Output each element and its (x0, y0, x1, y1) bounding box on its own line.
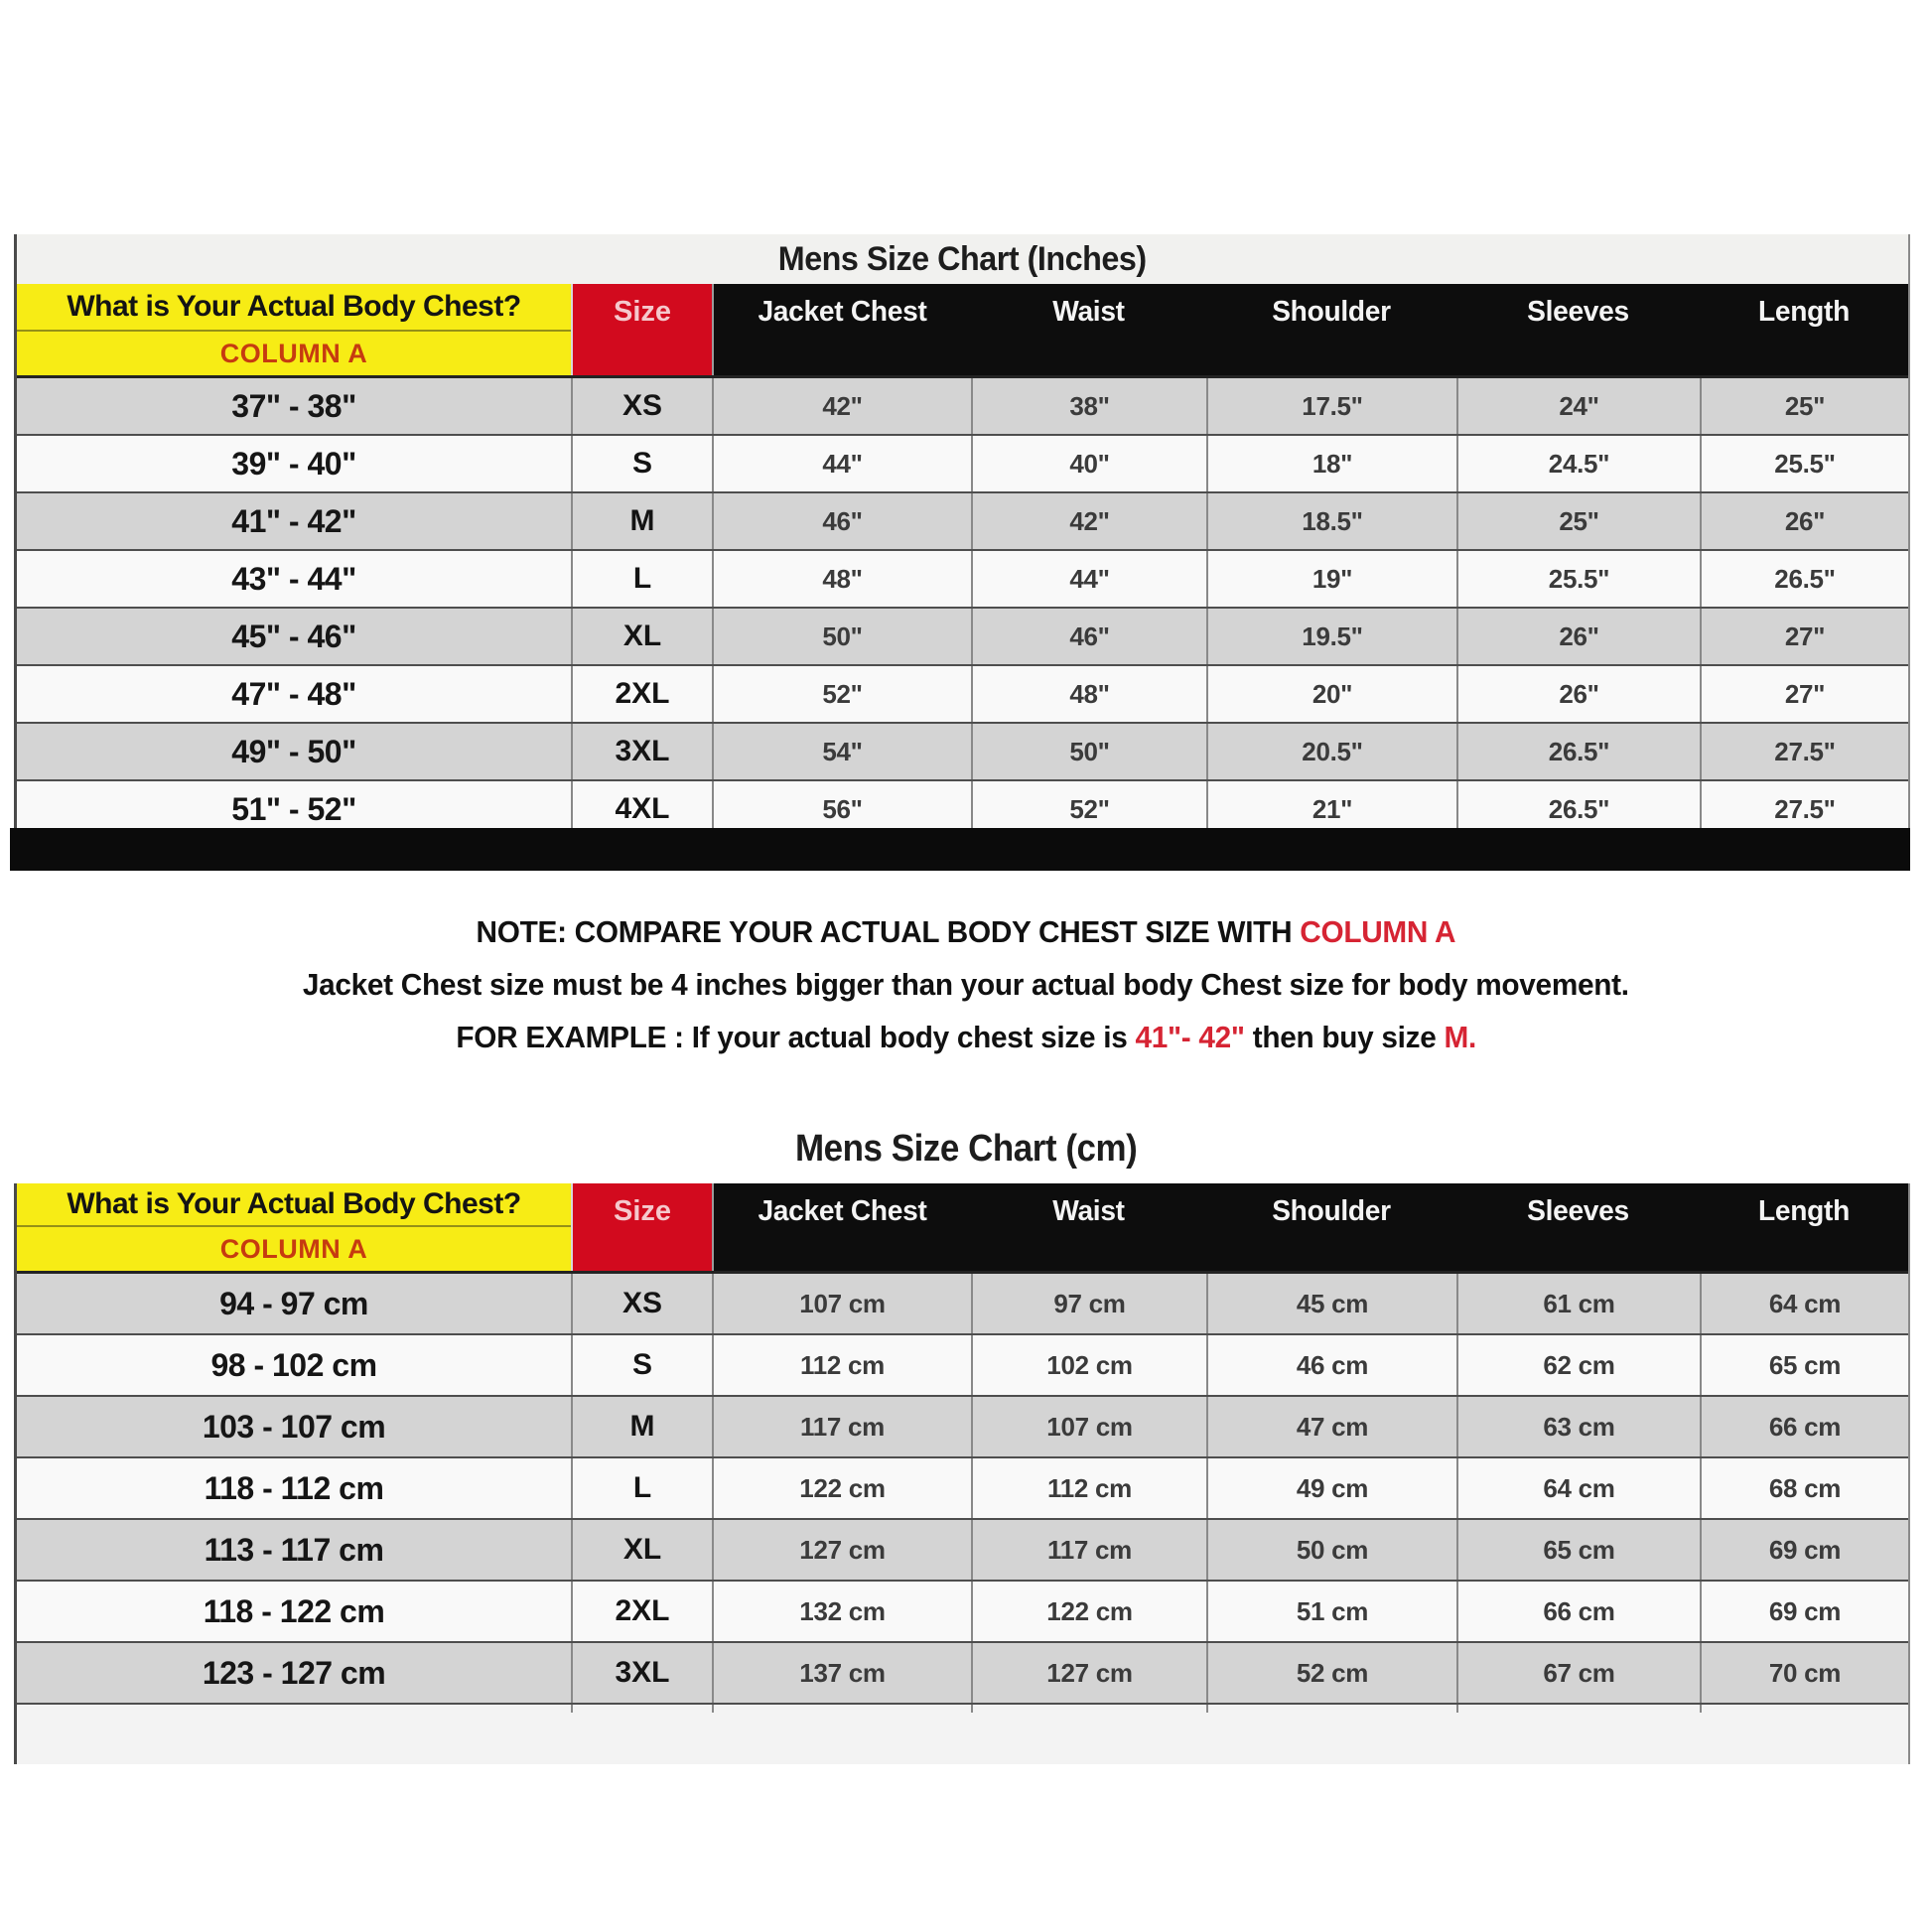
waist-cell: 97 cm (971, 1274, 1206, 1333)
size-row-m (17, 491, 1908, 549)
jacket-chest-cell: 52" (712, 666, 971, 722)
partial-cell (1700, 1705, 1908, 1713)
size-cell: 3XL (571, 724, 712, 779)
cm-size-table (14, 1183, 1910, 1764)
shoulder-cell: 19" (1206, 551, 1456, 607)
separator-bar (10, 828, 1910, 871)
note-line3-seg2: then buy size (1244, 1020, 1445, 1054)
note-line-2 (0, 958, 1932, 1011)
column-a-header (17, 284, 571, 375)
size-row-xs (17, 378, 1908, 434)
shoulder-cell: 52 cm (1206, 1643, 1456, 1703)
shoulder-cell: 17.5" (1206, 378, 1456, 434)
size-column-header: Size (571, 1183, 712, 1271)
jacket-chest-column-header: Jacket Chest (758, 296, 927, 328)
waist-cell: 102 cm (971, 1335, 1206, 1395)
inches-table-body (17, 378, 1908, 837)
waist-cell: 50" (971, 724, 1206, 779)
sleeves-cell: 26.5" (1456, 781, 1700, 837)
partial-cell (712, 1705, 971, 1713)
size-cell: 3XL (571, 1643, 712, 1703)
shoulder-cell: 20" (1206, 666, 1456, 722)
partial-cell (971, 1705, 1206, 1713)
size-row-l (17, 1456, 1908, 1518)
column-a-label: COLUMN A (219, 338, 368, 368)
partial-cell (1456, 1705, 1700, 1713)
note-block (0, 905, 1932, 1063)
shoulder-cell: 46 cm (1206, 1335, 1456, 1395)
jacket-chest-cell: 112 cm (712, 1335, 971, 1395)
inches-table-header (17, 284, 1908, 378)
sleeves-cell: 26.5" (1456, 724, 1700, 779)
body-chest-cell: 118 - 112 cm (204, 1469, 384, 1506)
waist-cell: 107 cm (971, 1397, 1206, 1456)
jacket-chest-cell: 137 cm (712, 1643, 971, 1703)
shoulder-cell: 18" (1206, 436, 1456, 491)
cm-table-header (17, 1183, 1908, 1274)
jacket-chest-column-header: Jacket Chest (758, 1195, 927, 1227)
waist-cell: 48" (971, 666, 1206, 722)
jacket-chest-cell: 50" (712, 609, 971, 664)
body-chest-cell: 49" - 50" (231, 733, 356, 769)
shoulder-cell: 49 cm (1206, 1458, 1456, 1518)
sleeves-cell: 61 cm (1456, 1274, 1700, 1333)
partial-cell (1206, 1705, 1456, 1713)
jacket-chest-cell: 42" (712, 378, 971, 434)
jacket-chest-cell: 56" (712, 781, 971, 837)
size-cell: XL (571, 1520, 712, 1580)
sleeves-column-header: Sleeves (1527, 1195, 1629, 1227)
body-chest-question: What is Your Actual Body Chest? (17, 1183, 571, 1227)
size-cell: M (571, 493, 712, 549)
cm-table-title: Mens Size Chart (cm) (794, 1127, 1138, 1170)
jacket-chest-cell: 107 cm (712, 1274, 971, 1333)
size-row-xl (17, 607, 1908, 664)
length-column-header: Length (1758, 296, 1850, 328)
body-chest-cell: 103 - 107 cm (202, 1408, 386, 1445)
sleeves-cell: 26" (1456, 609, 1700, 664)
sleeves-cell: 24" (1456, 378, 1700, 434)
length-cell: 25" (1700, 378, 1908, 434)
cutoff-partial-row (17, 1703, 1908, 1764)
jacket-chest-cell: 122 cm (712, 1458, 971, 1518)
waist-cell: 42" (971, 493, 1206, 549)
column-a-label: COLUMN A (219, 1233, 368, 1264)
jacket-chest-cell: 46" (712, 493, 971, 549)
note-line1-red: COLUMN A (1300, 914, 1456, 949)
waist-cell: 38" (971, 378, 1206, 434)
size-cell: 2XL (571, 1582, 712, 1641)
size-row-l (17, 549, 1908, 607)
sleeves-cell: 24.5" (1456, 436, 1700, 491)
body-chest-cell: 41" - 42" (231, 502, 356, 539)
jacket-chest-cell: 48" (712, 551, 971, 607)
waist-cell: 117 cm (971, 1520, 1206, 1580)
waist-cell: 44" (971, 551, 1206, 607)
body-chest-cell: 94 - 97 cm (219, 1285, 368, 1321)
note-line-1 (0, 905, 1932, 958)
sleeves-cell: 64 cm (1456, 1458, 1700, 1518)
note-line3-red2: M. (1444, 1020, 1476, 1054)
size-column-header: Size (571, 284, 712, 375)
size-row-3xl (17, 722, 1908, 779)
body-chest-cell: 37" - 38" (231, 387, 356, 424)
length-cell: 27.5" (1700, 724, 1908, 779)
length-cell: 27" (1700, 666, 1908, 722)
inches-size-table (14, 284, 1910, 840)
note-line3-red1: 41"- 42" (1135, 1020, 1245, 1054)
note-line-3 (0, 1011, 1932, 1063)
shoulder-column-header: Shoulder (1272, 296, 1391, 328)
sleeves-cell: 67 cm (1456, 1643, 1700, 1703)
size-cell: XL (571, 609, 712, 664)
length-cell: 69 cm (1700, 1520, 1908, 1580)
length-cell: 26.5" (1700, 551, 1908, 607)
body-chest-cell: 113 - 117 cm (204, 1531, 384, 1568)
waist-column-header: Waist (1052, 296, 1125, 328)
body-chest-cell: 98 - 102 cm (210, 1346, 377, 1383)
length-cell: 65 cm (1700, 1335, 1908, 1395)
size-cell: M (571, 1397, 712, 1456)
measure-columns-header (712, 1183, 1908, 1271)
cm-table-body (17, 1274, 1908, 1703)
size-row-3xl (17, 1641, 1908, 1703)
size-cell: XS (571, 1274, 712, 1333)
size-cell: 2XL (571, 666, 712, 722)
body-chest-question: What is Your Actual Body Chest? (17, 284, 571, 332)
measure-columns-header (712, 284, 1908, 375)
shoulder-column-header: Shoulder (1272, 1195, 1391, 1227)
body-chest-cell: 45" - 46" (231, 618, 356, 654)
note-line3-seg1: FOR EXAMPLE : If your actual body chest size is (456, 1020, 1136, 1054)
note-line1-text: NOTE: COMPARE YOUR ACTUAL BODY CHEST SIZE WITH (476, 914, 1301, 949)
note-line2-text: Jacket Chest size must be 4 inches bigger than your actual body Chest size for body movement. (303, 967, 1629, 1002)
size-cell: S (571, 436, 712, 491)
body-chest-cell: 51" - 52" (231, 790, 356, 827)
size-cell: L (571, 1458, 712, 1518)
inches-table-title: Mens Size Chart (Inches) (778, 239, 1147, 278)
partial-cell (571, 1705, 712, 1713)
size-cell: 4XL (571, 781, 712, 837)
jacket-chest-cell: 127 cm (712, 1520, 971, 1580)
shoulder-cell: 19.5" (1206, 609, 1456, 664)
size-cell: L (571, 551, 712, 607)
size-row-xs (17, 1274, 1908, 1333)
column-a-header (17, 1183, 571, 1271)
length-cell: 27.5" (1700, 781, 1908, 837)
shoulder-cell: 45 cm (1206, 1274, 1456, 1333)
jacket-chest-cell: 44" (712, 436, 971, 491)
sleeves-column-header: Sleeves (1527, 296, 1629, 328)
size-row-s (17, 1333, 1908, 1395)
shoulder-cell: 18.5" (1206, 493, 1456, 549)
sleeves-cell: 25.5" (1456, 551, 1700, 607)
sleeves-cell: 26" (1456, 666, 1700, 722)
length-cell: 66 cm (1700, 1397, 1908, 1456)
body-chest-cell: 39" - 40" (231, 445, 356, 482)
inches-title-band (14, 234, 1910, 284)
length-cell: 68 cm (1700, 1458, 1908, 1518)
sleeves-cell: 66 cm (1456, 1582, 1700, 1641)
body-chest-cell: 43" - 44" (231, 560, 356, 597)
waist-cell: 40" (971, 436, 1206, 491)
size-cell: XS (571, 378, 712, 434)
sleeves-cell: 65 cm (1456, 1520, 1700, 1580)
body-chest-cell: 123 - 127 cm (202, 1654, 386, 1691)
size-row-2xl (17, 664, 1908, 722)
waist-cell: 46" (971, 609, 1206, 664)
jacket-chest-cell: 117 cm (712, 1397, 971, 1456)
partial-cell (17, 1705, 571, 1713)
shoulder-cell: 20.5" (1206, 724, 1456, 779)
length-cell: 25.5" (1700, 436, 1908, 491)
length-cell: 69 cm (1700, 1582, 1908, 1641)
shoulder-cell: 51 cm (1206, 1582, 1456, 1641)
length-cell: 64 cm (1700, 1274, 1908, 1333)
sleeves-cell: 62 cm (1456, 1335, 1700, 1395)
waist-cell: 52" (971, 781, 1206, 837)
jacket-chest-cell: 54" (712, 724, 971, 779)
shoulder-cell: 50 cm (1206, 1520, 1456, 1580)
length-cell: 26" (1700, 493, 1908, 549)
sleeves-cell: 63 cm (1456, 1397, 1700, 1456)
waist-column-header: Waist (1052, 1195, 1125, 1227)
size-row-m (17, 1395, 1908, 1456)
body-chest-cell: 118 - 122 cm (203, 1592, 385, 1629)
waist-cell: 122 cm (971, 1582, 1206, 1641)
length-cell: 27" (1700, 609, 1908, 664)
waist-cell: 112 cm (971, 1458, 1206, 1518)
size-row-xl (17, 1518, 1908, 1580)
size-row-2xl (17, 1580, 1908, 1641)
shoulder-cell: 47 cm (1206, 1397, 1456, 1456)
length-column-header: Length (1758, 1195, 1850, 1227)
waist-cell: 127 cm (971, 1643, 1206, 1703)
cm-title-band (0, 1120, 1932, 1177)
length-cell: 70 cm (1700, 1643, 1908, 1703)
body-chest-cell: 47" - 48" (231, 675, 356, 712)
shoulder-cell: 21" (1206, 781, 1456, 837)
sleeves-cell: 25" (1456, 493, 1700, 549)
jacket-chest-cell: 132 cm (712, 1582, 971, 1641)
size-row-s (17, 434, 1908, 491)
size-cell: S (571, 1335, 712, 1395)
